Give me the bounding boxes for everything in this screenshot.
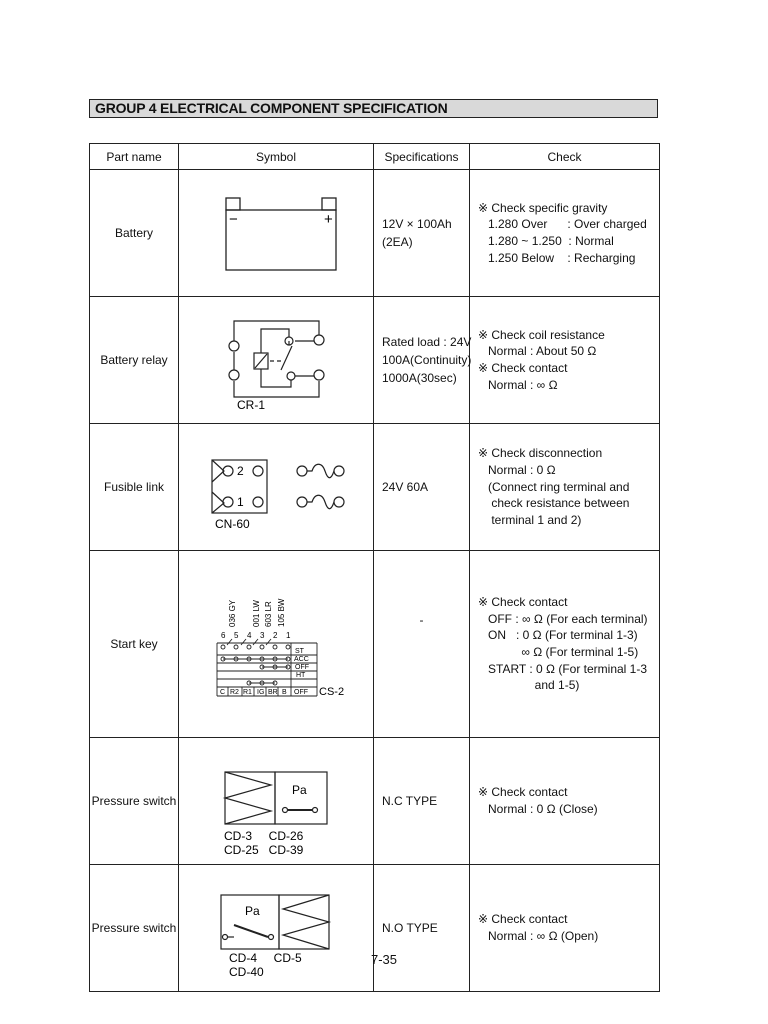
check: ※ Check specific gravity 1.280 Over : Over charged 1.280 ~ 1.250 : Normal 1.250 Below : Recharging: [470, 170, 660, 297]
battery-symbol: [179, 170, 374, 296]
table-row-pressure-switch-no: [90, 865, 660, 992]
check: ※ Check contact Normal : 0 Ω (Close): [470, 738, 660, 865]
symbol-cell: [179, 738, 374, 865]
symbol-cell: [179, 551, 374, 738]
pressure-code-line1: CD-3 CD-26: [224, 829, 304, 843]
bottom-label: OFF: [294, 689, 308, 696]
symbol-cell: [179, 297, 374, 424]
pressure-code-line1: CD-4 CD-5: [229, 951, 302, 965]
symbol-cell: [179, 865, 374, 992]
part-name: Fusible link: [90, 424, 179, 551]
wire-label: 105 BW: [277, 598, 286, 627]
pressure-switch-no-symbol: [179, 865, 374, 991]
fusible-code-label: CN-60: [215, 517, 250, 531]
check: ※ Check coil resistance Normal : About 50 Ω ※ Check contact Normal : ∞ Ω: [470, 297, 660, 424]
wire-label: 603 LR: [264, 601, 273, 627]
battery-relay-symbol: [179, 297, 374, 423]
component-spec-table: [89, 143, 660, 992]
table-row-battery: [90, 170, 660, 297]
pressure-code-line2: CD-25 CD-39: [224, 843, 304, 857]
terminal-label: 5: [234, 631, 239, 640]
part-name: Start key: [90, 551, 179, 738]
header-specifications: Specifications: [374, 144, 470, 170]
check: ※ Check contact Normal : ∞ Ω (Open): [470, 865, 660, 992]
check: ※ Check contact OFF : ∞ Ω (For each terminal) ON : 0 Ω (For terminal 1-3) ∞ Ω (For terminal 1-5) START : 0 Ω (For terminal 1-3 and 1-5): [470, 551, 660, 738]
position-label: HT: [296, 672, 306, 679]
header-part-name: Part name: [90, 144, 179, 170]
specifications: -: [374, 551, 470, 738]
bottom-label: R2: [230, 689, 239, 696]
part-name: Battery: [90, 170, 179, 297]
pressure-code-line2: CD-40: [229, 965, 264, 979]
table-row-battery-relay: [90, 297, 660, 424]
position-label: ACC: [294, 656, 309, 663]
page-number: 7-35: [370, 952, 398, 967]
header-symbol: Symbol: [179, 144, 374, 170]
bottom-label: BR: [268, 689, 278, 696]
part-name: Pressure switch: [90, 865, 179, 992]
table-row-pressure-switch-nc: [90, 738, 660, 865]
terminal-label: 2: [273, 631, 278, 640]
specifications: 12V × 100Ah (2EA): [374, 170, 470, 297]
table-header-row: [90, 144, 660, 170]
group-title: GROUP 4 ELECTRICAL COMPONENT SPECIFICATION: [89, 99, 658, 118]
specifications: Rated load : 24V 100A(Continuity) 1000A(30sec): [374, 297, 470, 424]
pa-label: Pa: [245, 904, 260, 918]
wire-label: 001 LW: [252, 600, 261, 627]
specifications: N.C TYPE: [374, 738, 470, 865]
specifications: 24V 60A: [374, 424, 470, 551]
position-label: OFF: [295, 664, 309, 671]
symbol-cell: [179, 170, 374, 297]
wire-label: 036 GY: [228, 599, 237, 627]
terminal-label: 1: [286, 631, 291, 640]
terminal-label: 3: [260, 631, 265, 640]
specifications: N.O TYPE: [374, 865, 470, 992]
start-key-symbol: [179, 581, 374, 707]
fusible-link-symbol: [179, 424, 374, 550]
symbol-cell: [179, 424, 374, 551]
start-key-code-label: CS-2: [319, 686, 345, 698]
battery-plus-label: +: [324, 211, 333, 228]
part-name: Battery relay: [90, 297, 179, 424]
header-check: Check: [470, 144, 660, 170]
terminal-label: 6: [221, 631, 226, 640]
position-label: ST: [295, 648, 304, 655]
pressure-switch-nc-symbol: [179, 738, 374, 864]
check: ※ Check disconnection Normal : 0 Ω (Connect ring terminal and check resistance between terminal 1 and 2): [470, 424, 660, 551]
bottom-label: R1: [243, 689, 252, 696]
bottom-label: B: [282, 689, 287, 696]
terminal-label: 4: [247, 631, 252, 640]
table-row-start-key: [90, 551, 660, 738]
relay-code-label: CR-1: [237, 398, 266, 412]
terminal-1-label: 1: [237, 495, 244, 509]
terminal-2-label: 2: [237, 464, 244, 478]
table-row-fusible-link: [90, 424, 660, 551]
bottom-label: C: [220, 689, 226, 696]
pa-label: Pa: [292, 783, 307, 797]
battery-minus-label: −: [229, 211, 238, 228]
part-name: Pressure switch: [90, 738, 179, 865]
bottom-label: IG: [257, 689, 265, 696]
